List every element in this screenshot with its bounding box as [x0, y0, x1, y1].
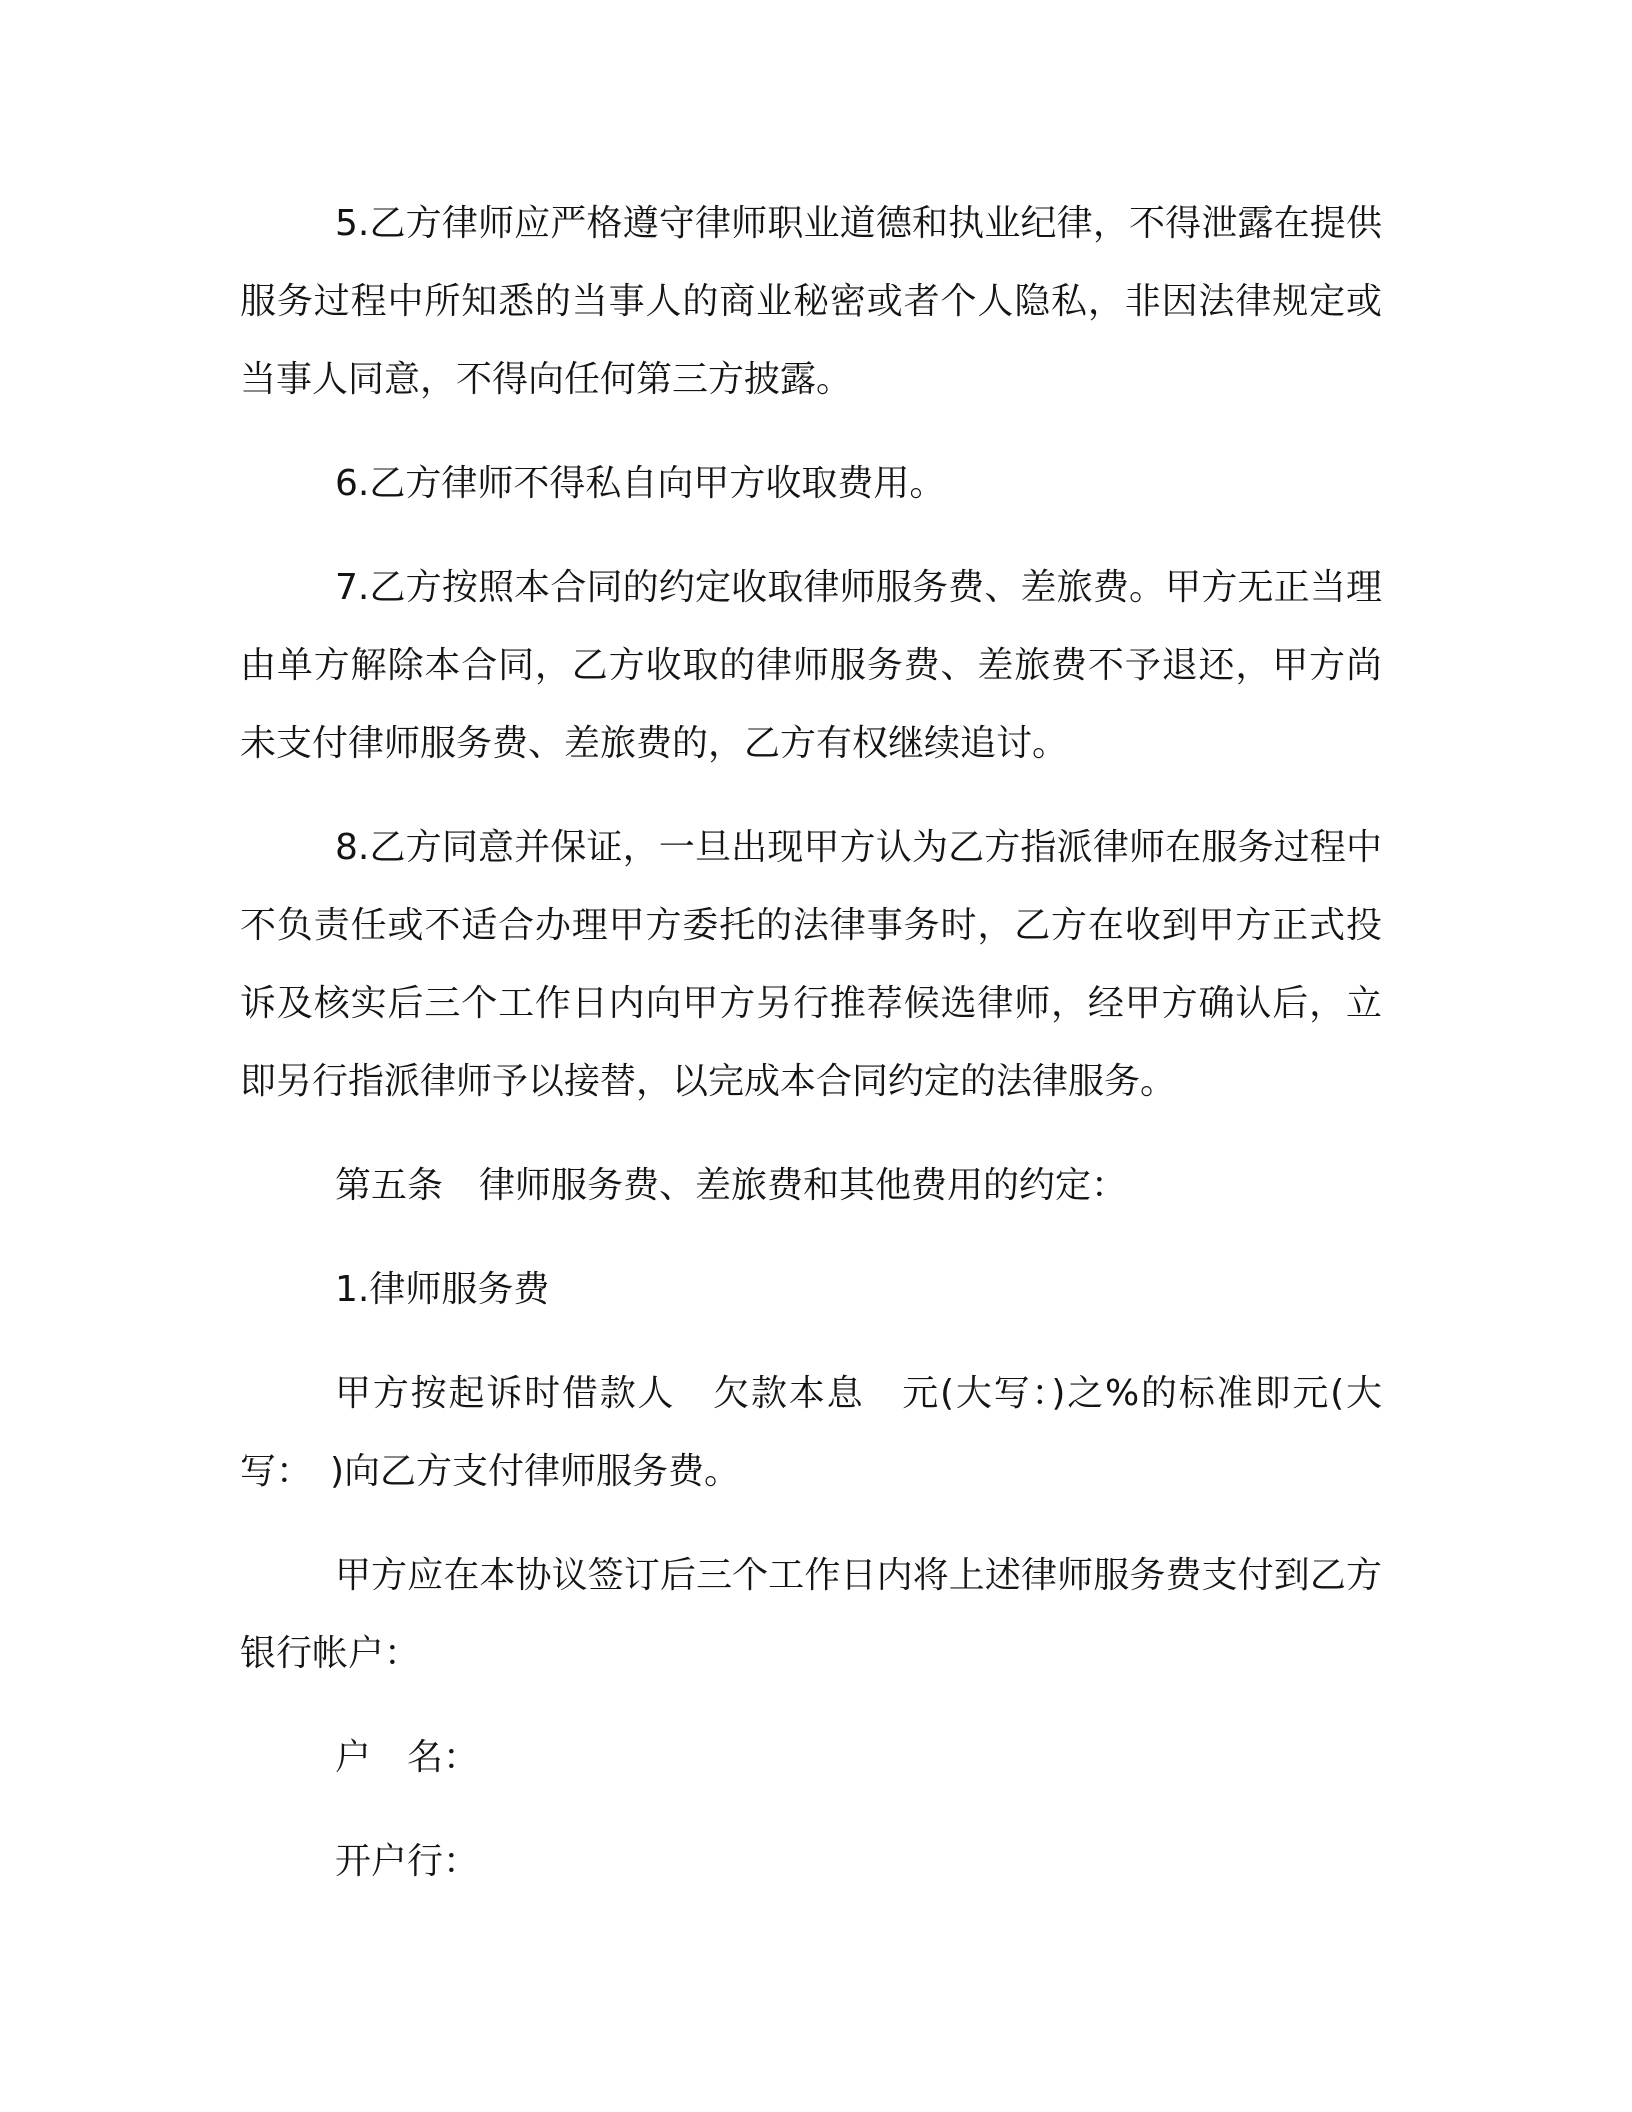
clause-6-paragraph: 6.乙方律师不得私自向甲方收取费用。	[335, 463, 946, 504]
payment-deadline-paragraph: 甲方应在本协议签订后三个工作日内将上述律师服务费支付到乙方银行帐户：	[240, 1555, 1382, 1674]
clause-7-paragraph: 7.乙方按照本合同的约定收取律师服务费、差旅费。甲方无正当理由单方解除本合同，乙方收取的律师服务费、差旅费不予退还，甲方尚未支付律师服务费、差旅费的，乙方有权继续追讨。	[240, 567, 1382, 764]
account-name-field: 户 名：	[335, 1737, 480, 1778]
service-fee-standard-paragraph: 甲方按起诉时借款人 欠款本息 元(大写：)之%的标准即元(大写： )向乙方支付律师服务费。	[240, 1373, 1382, 1492]
service-fee-heading: 1.律师服务费	[335, 1269, 550, 1310]
bank-branch-field: 开户行：	[335, 1841, 480, 1882]
document-body	[240, 185, 1382, 1927]
article-5-heading: 第五条 律师服务费、差旅费和其他费用的约定：	[335, 1165, 1128, 1206]
clause-5-paragraph: 5.乙方律师应严格遵守律师职业道德和执业纪律，不得泄露在提供服务过程中所知悉的当事人的商业秘密或者个人隐私，非因法律规定或当事人同意，不得向任何第三方披露。	[240, 203, 1382, 400]
clause-8-paragraph: 8.乙方同意并保证，一旦出现甲方认为乙方指派律师在服务过程中不负责任或不适合办理甲方委托的法律事务时，乙方在收到甲方正式投诉及核实后三个工作日内向甲方另行推荐候选律师，经甲方确认后，立即另行指派律师予以接替，以完成本合同约定的法律服务。	[240, 827, 1382, 1102]
